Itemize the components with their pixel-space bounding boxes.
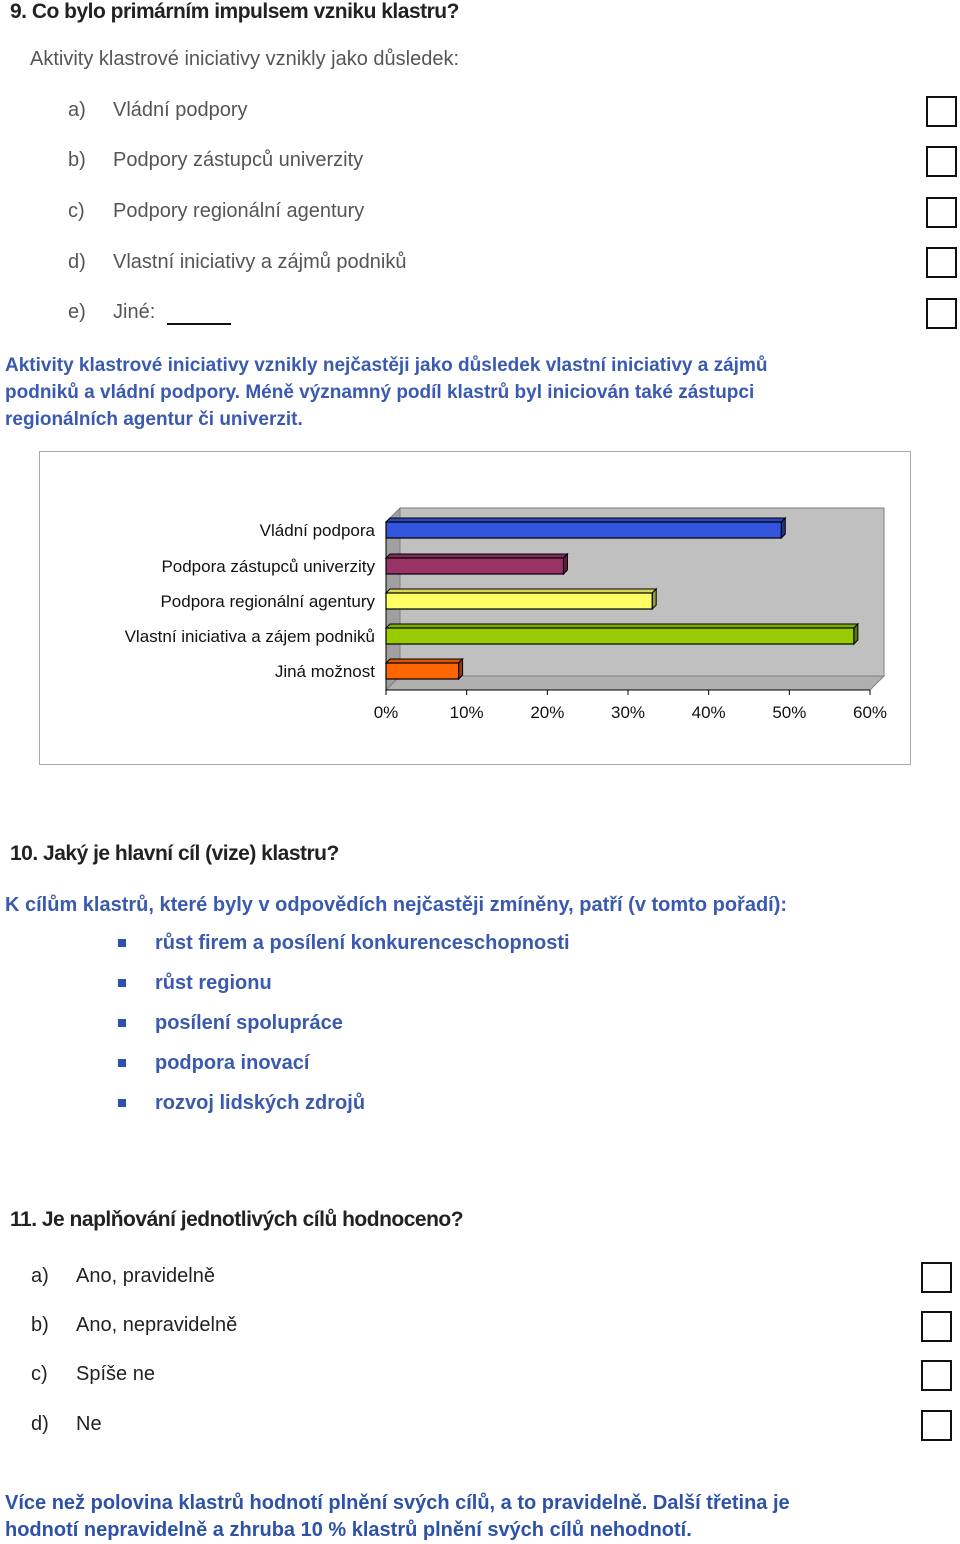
x-tick-label: 10% [449,703,484,722]
bullet-square-icon [118,1019,126,1027]
q10-bullet-2: růst regionu [155,972,272,994]
q10-title: 10. Jaký je hlavní cíl (vize) klastru? [10,842,339,865]
x-tick-label: 0% [373,703,399,722]
q11-option-b-letter: b) [31,1314,49,1336]
bullet-square-icon [118,1059,126,1067]
q11-checkbox-d[interactable] [921,1410,952,1441]
q9-option-a-text: Vládní podpory [113,99,248,121]
q11-title: 11. Je naplňování jednotlivých cílů hodnoceno? [10,1208,464,1231]
q9-option-c-text: Podpory regionální agentury [113,200,365,222]
q9-title: 9. Co bylo primárním impulsem vzniku klastru? [10,0,459,23]
x-tick-label: 20% [530,703,565,722]
q11-checkbox-a[interactable] [921,1262,952,1293]
x-tick-label: 60% [852,703,888,722]
q11-option-c-letter: c) [31,1363,48,1385]
q10-intro: K cílům klastrů, které byly v odpovědích nejčastěji zmíněny, patří (v tomto pořadí): [5,894,788,916]
category-label: Podpora zástupců univerzity [161,557,375,576]
bar-side-face [459,659,463,679]
q11-option-a-letter: a) [31,1265,49,1287]
q11-option-a-text: Ano, pravidelně [76,1265,215,1287]
q10-bullet-1: růst firem a posílení konkurenceschopnosti [155,932,570,954]
q9-answer-line-3: regionálních agentur či univerzit. [5,409,303,430]
q9-answer-line-2: podniků a vládní podpory. Méně významný podíl klastrů byl iniciován také zástupci [5,382,755,403]
q11-checkbox-b[interactable] [921,1311,952,1342]
bar [386,663,459,679]
q11-option-c-text: Spíše ne [76,1363,155,1385]
q11-option-d-text: Ne [76,1413,102,1435]
q10-bullet-4: podpora inovací [155,1052,310,1074]
bar [386,522,781,538]
q9-option-b-letter: b) [68,149,86,171]
category-label: Jiná možnost [274,662,375,681]
category-label: Vládní podpora [259,521,375,540]
q9-intro: Aktivity klastrové iniciativy vznikly jako důsledek: [30,48,460,70]
q11-answer-line-2: hodnotí nepravidelně a zhruba 10 % klastrů plnění svých cílů nehodnotí. [5,1519,692,1541]
q11-answer-line-1: Více než polovina klastrů hodnotí plnění svých cílů, a to pravidelně. Další třetina je [5,1492,790,1514]
bar [386,628,854,644]
q10-bullet-3: posílení spolupráce [155,1012,343,1034]
q9-option-b-text: Podpory zástupců univerzity [113,149,364,171]
bar [386,593,652,609]
q11-checkbox-c[interactable] [921,1360,952,1391]
x-tick-label: 30% [610,703,646,722]
bar [386,558,563,574]
q11-option-d-letter: d) [31,1413,49,1435]
q9-answer-line-1: Aktivity klastrové iniciativy vznikly nejčastěji jako důsledek vlastní iniciativy a zájmů [5,355,768,376]
q10-bullet-5: rozvoj lidských zdrojů [155,1092,366,1114]
q9-option-e-letter: e) [68,301,86,323]
q11-option-b-text: Ano, nepravidelně [76,1314,238,1336]
q9-option-e-text: Jiné: [113,301,156,323]
x-tick-label: 40% [691,703,726,722]
category-label: Vlastní iniciativa a zájem podniků [124,627,375,646]
q9-option-a-letter: a) [68,99,86,121]
x-tick-label: 50% [772,703,807,722]
bullet-square-icon [118,979,126,987]
q9-option-d-letter: d) [68,251,86,273]
category-label: Podpora regionální agentury [160,592,375,611]
q9-option-d-text: Vlastní iniciativy a zájmů podniků [113,251,407,273]
q9-option-c-letter: c) [68,200,85,222]
plot-floor [386,676,884,690]
bullet-square-icon [118,939,126,947]
bullet-square-icon [118,1099,126,1107]
